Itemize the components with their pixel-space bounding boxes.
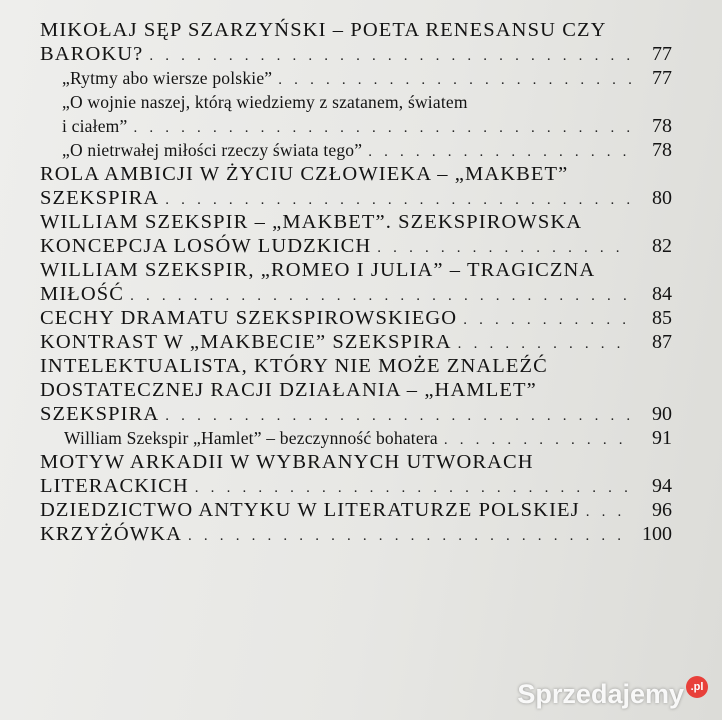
toc-line <box>40 186 672 210</box>
toc-line <box>40 498 672 522</box>
toc-line <box>40 522 672 546</box>
toc-line <box>40 66 672 90</box>
toc-page-number: 91 <box>652 427 672 449</box>
leader-dots <box>149 44 632 68</box>
toc-entry-text: DZIEDZICTWO ANTYKU W LITERATURZE POLSKIEJ <box>40 499 580 521</box>
toc-entry-text: ROLA AMBICJI W ŻYCIU CZŁOWIEKA – „MAKBET” <box>40 163 569 185</box>
toc-page-number: 80 <box>652 187 672 209</box>
leader-dots <box>368 140 632 164</box>
toc-line <box>40 330 672 354</box>
toc-line <box>40 18 672 42</box>
toc-entry-text: SZEKSPIRA <box>40 187 160 209</box>
toc-entry-text: KRZYŻÓWKA <box>40 523 182 545</box>
leader-dots <box>130 284 632 308</box>
watermark-text: Sprzedajemy <box>517 679 684 709</box>
toc-entry-text: BAROKU? <box>40 43 144 65</box>
leader-dots <box>165 188 632 212</box>
toc-line <box>40 90 672 114</box>
toc-line <box>40 114 672 138</box>
toc-entry-text: MIKOŁAJ SĘP SZARZYŃSKI – POETA RENESANSU CZY <box>40 19 607 41</box>
leader-dots <box>165 404 632 428</box>
toc-entry-text: MIŁOŚĆ <box>40 283 125 305</box>
toc-entry-text: WILLIAM SZEKSPIR – „MAKBET”. SZEKSPIROWSKA <box>40 211 583 233</box>
toc-line <box>40 282 672 306</box>
toc-line <box>40 258 672 282</box>
toc-entry-text: WILLIAM SZEKSPIR, „ROMEO I JULIA” – TRAGICZNA <box>40 259 596 281</box>
leader-dots <box>133 116 632 140</box>
leader-dots <box>195 476 632 500</box>
toc-entry-text: DOSTATECZNEJ RACJI DZIAŁANIA – „HAMLET” <box>40 379 537 401</box>
watermark-suffix-badge: .pl <box>686 676 708 698</box>
toc-line <box>40 354 672 378</box>
leader-dots <box>444 428 632 452</box>
leader-dots <box>463 308 632 332</box>
toc-line <box>40 210 672 234</box>
table-of-contents <box>40 18 672 546</box>
toc-line <box>40 234 672 258</box>
toc-entry-text: William Szekspir „Hamlet” – bezczynność bohatera <box>64 428 438 448</box>
toc-line <box>40 42 672 66</box>
toc-page-number: 78 <box>652 115 672 137</box>
toc-page-number: 77 <box>652 67 672 89</box>
toc-entry-text: LITERACKICH <box>40 475 189 497</box>
toc-page-number: 82 <box>652 235 672 257</box>
toc-page-number: 100 <box>642 523 672 545</box>
toc-line <box>40 306 672 330</box>
leader-dots <box>278 68 632 92</box>
toc-line <box>40 402 672 426</box>
toc-entry-text: SZEKSPIRA <box>40 403 160 425</box>
toc-line <box>40 162 672 186</box>
toc-line <box>40 450 672 474</box>
toc-entry-text: KONTRAST W „MAKBECIE” SZEKSPIRA <box>40 331 452 353</box>
leader-dots <box>458 332 632 356</box>
toc-page-number: 77 <box>652 43 672 65</box>
toc-line <box>40 474 672 498</box>
toc-page-number: 78 <box>652 139 672 161</box>
toc-entry-text: MOTYW ARKADII W WYBRANYCH UTWORACH <box>40 451 534 473</box>
leader-dots <box>586 500 632 524</box>
toc-page-number: 85 <box>652 307 672 329</box>
toc-entry-text: INTELEKTUALISTA, KTÓRY NIE MOŻE ZNALEŹĆ <box>40 355 548 377</box>
toc-page-number: 87 <box>652 331 672 353</box>
toc-line <box>40 378 672 402</box>
toc-entry-text: i ciałem” <box>62 116 128 136</box>
toc-line <box>40 138 672 162</box>
leader-dots <box>188 524 632 548</box>
toc-entry-text: „O wojnie naszej, którą wiedziemy z szatanem, światem <box>62 92 468 112</box>
watermark-logo <box>517 679 708 710</box>
toc-page-number: 94 <box>652 475 672 497</box>
toc-line <box>40 426 672 450</box>
toc-entry-text: KONCEPCJA LOSÓW LUDZKICH <box>40 235 372 257</box>
toc-entry-text: CECHY DRAMATU SZEKSPIROWSKIEGO <box>40 307 458 329</box>
toc-page-number: 90 <box>652 403 672 425</box>
toc-entry-text: „Rytmy abo wiersze polskie” <box>62 68 273 88</box>
toc-entry-text: „O nietrwałej miłości rzeczy świata tego” <box>62 140 363 160</box>
toc-page-number: 84 <box>652 283 672 305</box>
leader-dots <box>377 236 632 260</box>
toc-page-number: 96 <box>652 499 672 521</box>
